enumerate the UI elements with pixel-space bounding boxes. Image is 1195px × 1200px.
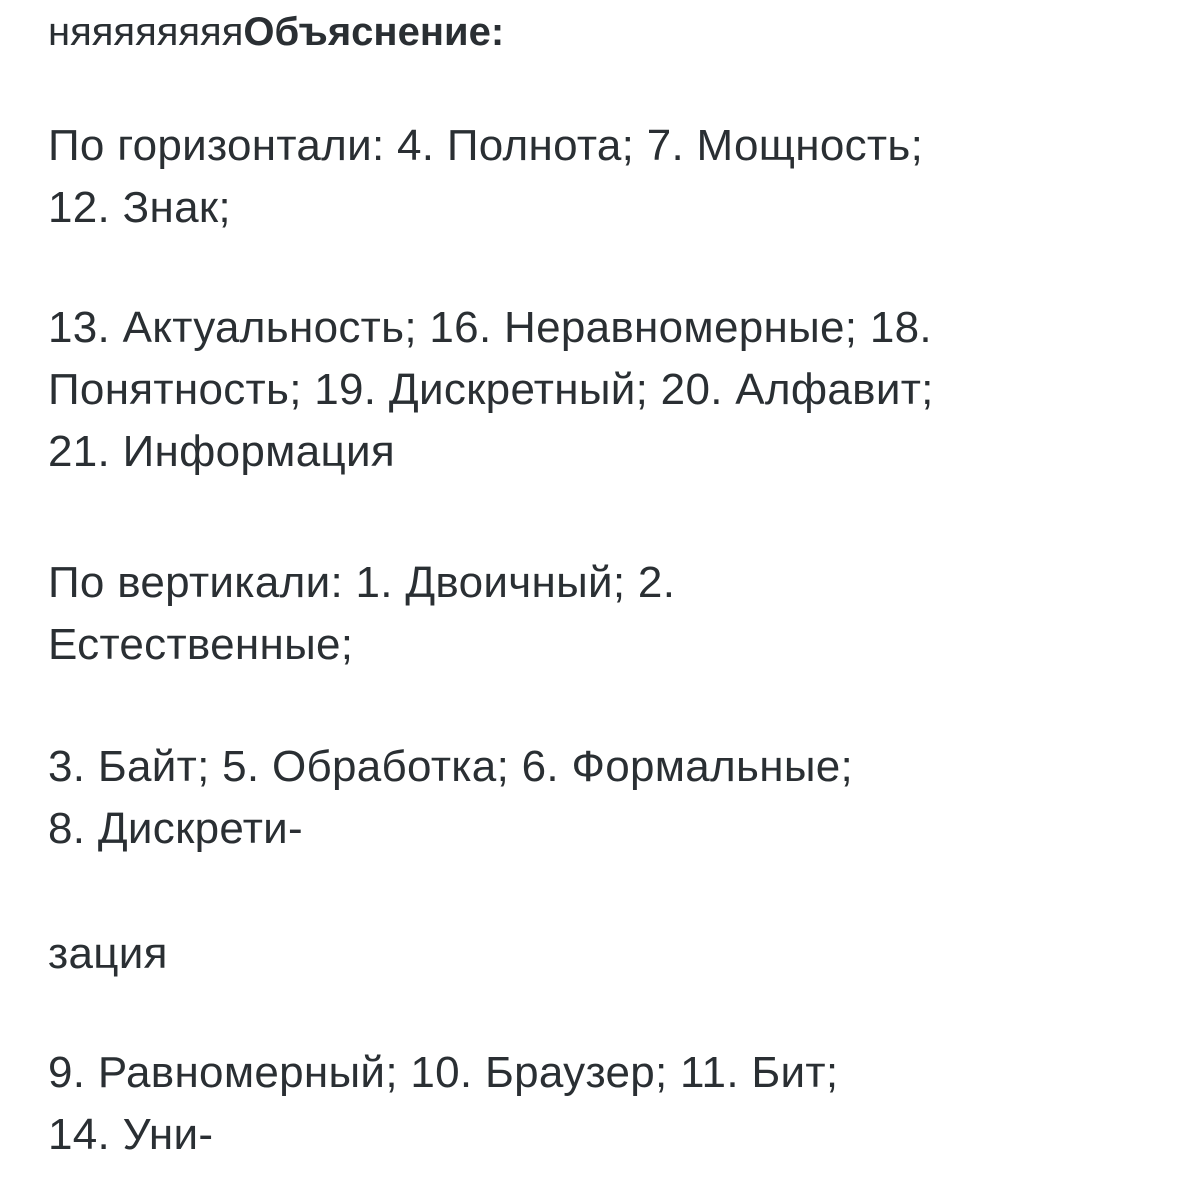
text-line: зация	[48, 929, 168, 978]
paragraph-horizontal-intro	[48, 115, 923, 239]
paragraph-vertical-continued	[48, 736, 853, 860]
text-line: Естественные;	[48, 620, 354, 669]
text-line: 8. Дискрети-	[48, 804, 304, 853]
text-line: 9. Равномерный; 10. Браузер; 11. Бит;	[48, 1048, 839, 1097]
heading-line	[48, 2, 504, 62]
text-line: 12. Знак;	[48, 183, 231, 232]
text-line: 14. Уни-	[48, 1110, 214, 1159]
text-line: 3. Байт; 5. Обработка; 6. Формальные;	[48, 742, 854, 791]
paragraph-vertical-intro	[48, 552, 675, 676]
heading-prefix: няяяяяяяя	[48, 10, 244, 54]
text-line: По горизонтали: 4. Полнота; 7. Мощность;	[48, 121, 924, 170]
paragraph-vertical-final	[48, 1042, 838, 1166]
text-line: По вертикали: 1. Двоичный; 2.	[48, 558, 676, 607]
paragraph-horizontal-continued	[48, 297, 934, 483]
paragraph-word-fragment	[48, 923, 168, 985]
text-line: 21. Информация	[48, 427, 395, 476]
heading-title: Объяснение:	[243, 10, 505, 54]
text-line: Понятность; 19. Дискретный; 20. Алфавит;	[48, 365, 934, 414]
text-line: 13. Актуальность; 16. Неравномерные; 18.	[48, 303, 932, 352]
